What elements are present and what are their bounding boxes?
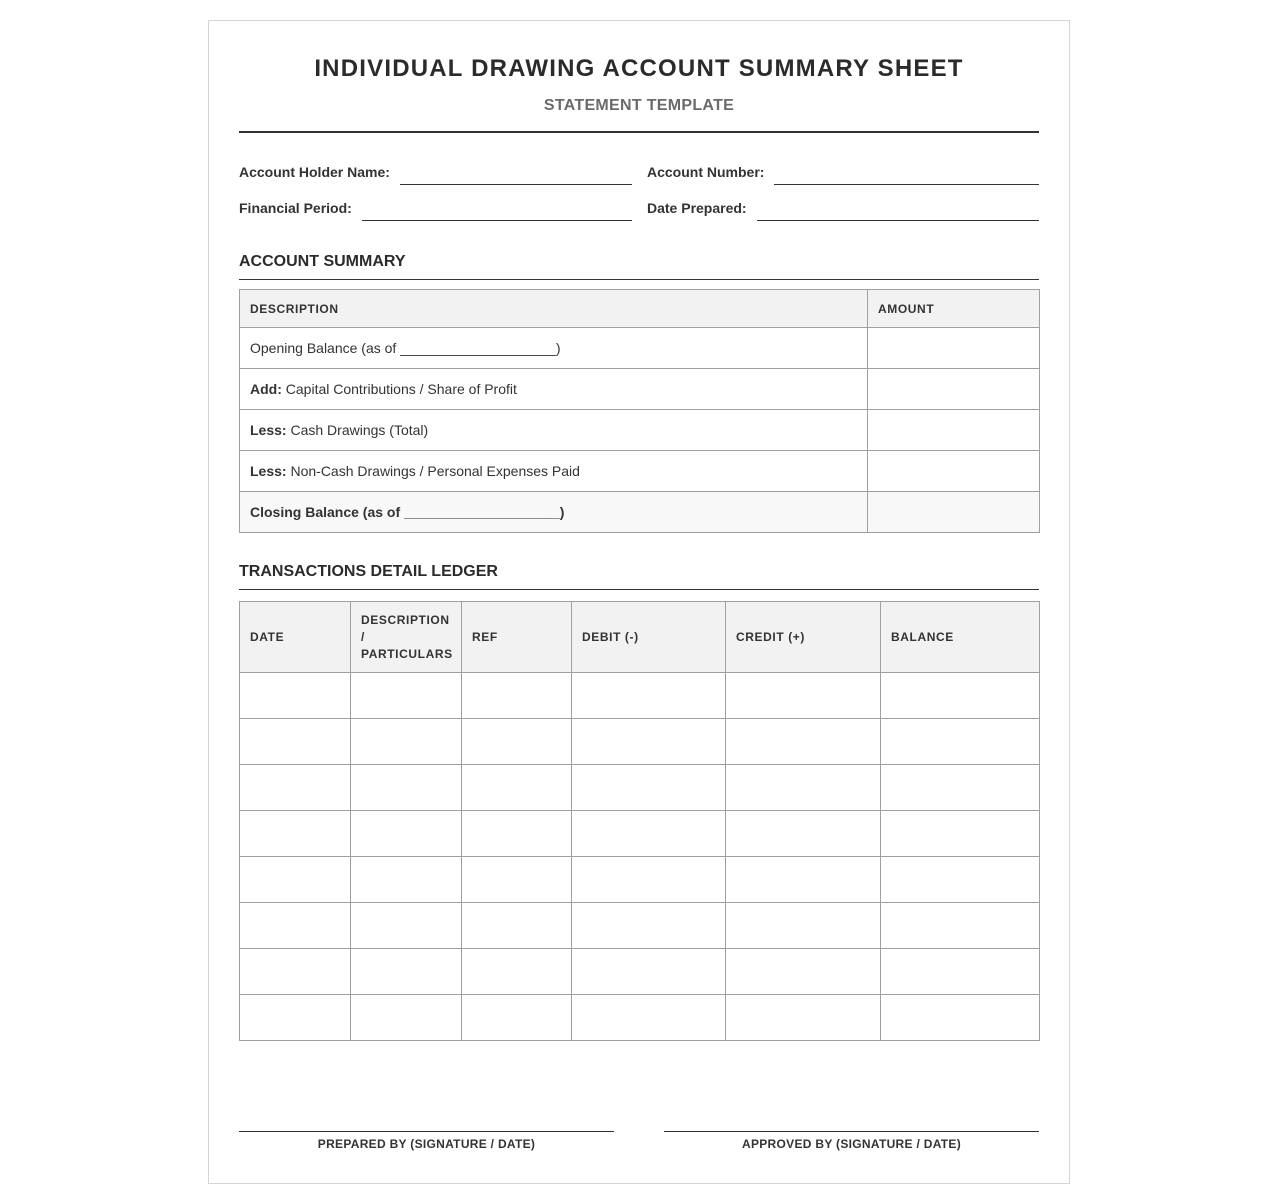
summary-row-description: Closing Balance (as of ____________________) (240, 492, 868, 533)
ledger-cell[interactable] (462, 949, 572, 995)
ledger-cell[interactable] (351, 857, 462, 903)
ledger-cell[interactable] (572, 857, 726, 903)
date-prepared-label: Date Prepared: (647, 200, 747, 216)
ledger-row (240, 949, 1040, 995)
ledger-cell[interactable] (240, 857, 351, 903)
ledger-body (240, 673, 1040, 1041)
ledger-cell[interactable] (351, 673, 462, 719)
statement-sheet (208, 20, 1070, 1184)
ledger-cell[interactable] (881, 673, 1040, 719)
summary-row-description: Less: Cash Drawings (Total) (240, 410, 868, 451)
ledger-col-credit: CREDIT (+) (726, 602, 881, 673)
col-amount-header: AMOUNT (868, 290, 1040, 328)
ledger-cell[interactable] (240, 949, 351, 995)
ledger-cell[interactable] (572, 903, 726, 949)
summary-header-row (240, 290, 1040, 328)
document-subtitle: STATEMENT TEMPLATE (543, 97, 735, 114)
ledger-cell[interactable] (881, 903, 1040, 949)
ledger-cell[interactable] (726, 995, 881, 1041)
summary-row-description: Add: Capital Contributions / Share of Profit (240, 369, 868, 410)
title-divider (239, 131, 1039, 133)
ledger-cell[interactable] (351, 719, 462, 765)
financial-period-input-line[interactable] (362, 199, 632, 221)
ledger-cell[interactable] (240, 903, 351, 949)
ledger-cell[interactable] (572, 719, 726, 765)
ledger-cell[interactable] (462, 995, 572, 1041)
ledger-col-ref: REF (462, 602, 572, 673)
ledger-row (240, 811, 1040, 857)
ledger-cell[interactable] (240, 765, 351, 811)
ledger-cell[interactable] (572, 949, 726, 995)
account-holder-field (239, 163, 632, 185)
summary-row-add (240, 369, 1040, 410)
ledger-cell[interactable] (462, 903, 572, 949)
financial-period-field (239, 199, 632, 221)
ledger-cell[interactable] (726, 903, 881, 949)
ledger-col-balance: BALANCE (881, 602, 1040, 673)
approved-by-signature-line[interactable]: APPROVED BY (SIGNATURE / DATE) (664, 1131, 1039, 1151)
summary-row-amount-cell[interactable] (868, 492, 1040, 533)
ledger-cell[interactable] (881, 949, 1040, 995)
date-prepared-input-line[interactable] (757, 199, 1039, 221)
ledger-row (240, 857, 1040, 903)
ledger-cell[interactable] (881, 765, 1040, 811)
ledger-row (240, 765, 1040, 811)
summary-row-closing (240, 492, 1040, 533)
ledger-cell[interactable] (726, 811, 881, 857)
ledger-cell[interactable] (351, 903, 462, 949)
date-prepared-field (647, 199, 1039, 221)
ledger-cell[interactable] (462, 811, 572, 857)
ledger-col-description: DESCRIPTION / PARTICULARS (351, 602, 462, 673)
ledger-cell[interactable] (351, 949, 462, 995)
ledger-cell[interactable] (240, 995, 351, 1041)
summary-row-description: Opening Balance (as of ____________________) (240, 328, 868, 369)
document-title: INDIVIDUAL DRAWING ACCOUNT SUMMARY SHEET (314, 55, 964, 82)
summary-row-cash-drawings (240, 410, 1040, 451)
account-number-input-line[interactable] (774, 163, 1039, 185)
ledger-heading: TRANSACTIONS DETAIL LEDGER (239, 563, 1039, 590)
summary-row-noncash-drawings (240, 451, 1040, 492)
summary-row-amount-cell[interactable] (868, 410, 1040, 451)
sheet-content (239, 21, 1039, 1185)
account-holder-label: Account Holder Name: (239, 164, 390, 180)
ledger-cell[interactable] (726, 857, 881, 903)
ledger-cell[interactable] (572, 673, 726, 719)
summary-row-amount-cell[interactable] (868, 328, 1040, 369)
ledger-cell[interactable] (462, 719, 572, 765)
ledger-row (240, 719, 1040, 765)
financial-period-label: Financial Period: (239, 200, 352, 216)
summary-row-amount-cell[interactable] (868, 369, 1040, 410)
account-holder-input-line[interactable] (400, 163, 632, 185)
ledger-cell[interactable] (240, 811, 351, 857)
ledger-col-debit: DEBIT (-) (572, 602, 726, 673)
ledger-cell[interactable] (881, 857, 1040, 903)
ledger-cell[interactable] (462, 857, 572, 903)
ledger-cell[interactable] (881, 811, 1040, 857)
ledger-cell[interactable] (572, 811, 726, 857)
ledger-cell[interactable] (726, 765, 881, 811)
ledger-header-row (240, 602, 1040, 673)
summary-row-amount-cell[interactable] (868, 451, 1040, 492)
ledger-cell[interactable] (462, 673, 572, 719)
transactions-ledger-table (239, 601, 1040, 1041)
ledger-cell[interactable] (726, 673, 881, 719)
account-number-label: Account Number: (647, 164, 765, 180)
ledger-cell[interactable] (351, 995, 462, 1041)
ledger-cell[interactable] (240, 719, 351, 765)
ledger-cell[interactable] (462, 765, 572, 811)
summary-row-description: Less: Non-Cash Drawings / Personal Expenses Paid (240, 451, 868, 492)
ledger-row (240, 673, 1040, 719)
ledger-cell[interactable] (726, 719, 881, 765)
account-summary-table (239, 289, 1040, 533)
ledger-cell[interactable] (726, 949, 881, 995)
prepared-by-signature-line[interactable]: PREPARED BY (SIGNATURE / DATE) (239, 1131, 614, 1151)
ledger-col-date: DATE (240, 602, 351, 673)
ledger-row (240, 995, 1040, 1041)
account-summary-heading: ACCOUNT SUMMARY (239, 253, 1039, 280)
ledger-cell[interactable] (351, 811, 462, 857)
ledger-cell[interactable] (881, 719, 1040, 765)
ledger-cell[interactable] (572, 765, 726, 811)
ledger-cell[interactable] (240, 673, 351, 719)
col-description-header: DESCRIPTION (240, 290, 868, 328)
ledger-row (240, 903, 1040, 949)
ledger-cell[interactable] (572, 995, 726, 1041)
ledger-cell[interactable] (881, 995, 1040, 1041)
account-number-field (647, 163, 1039, 185)
summary-row-opening (240, 328, 1040, 369)
ledger-cell[interactable] (351, 765, 462, 811)
